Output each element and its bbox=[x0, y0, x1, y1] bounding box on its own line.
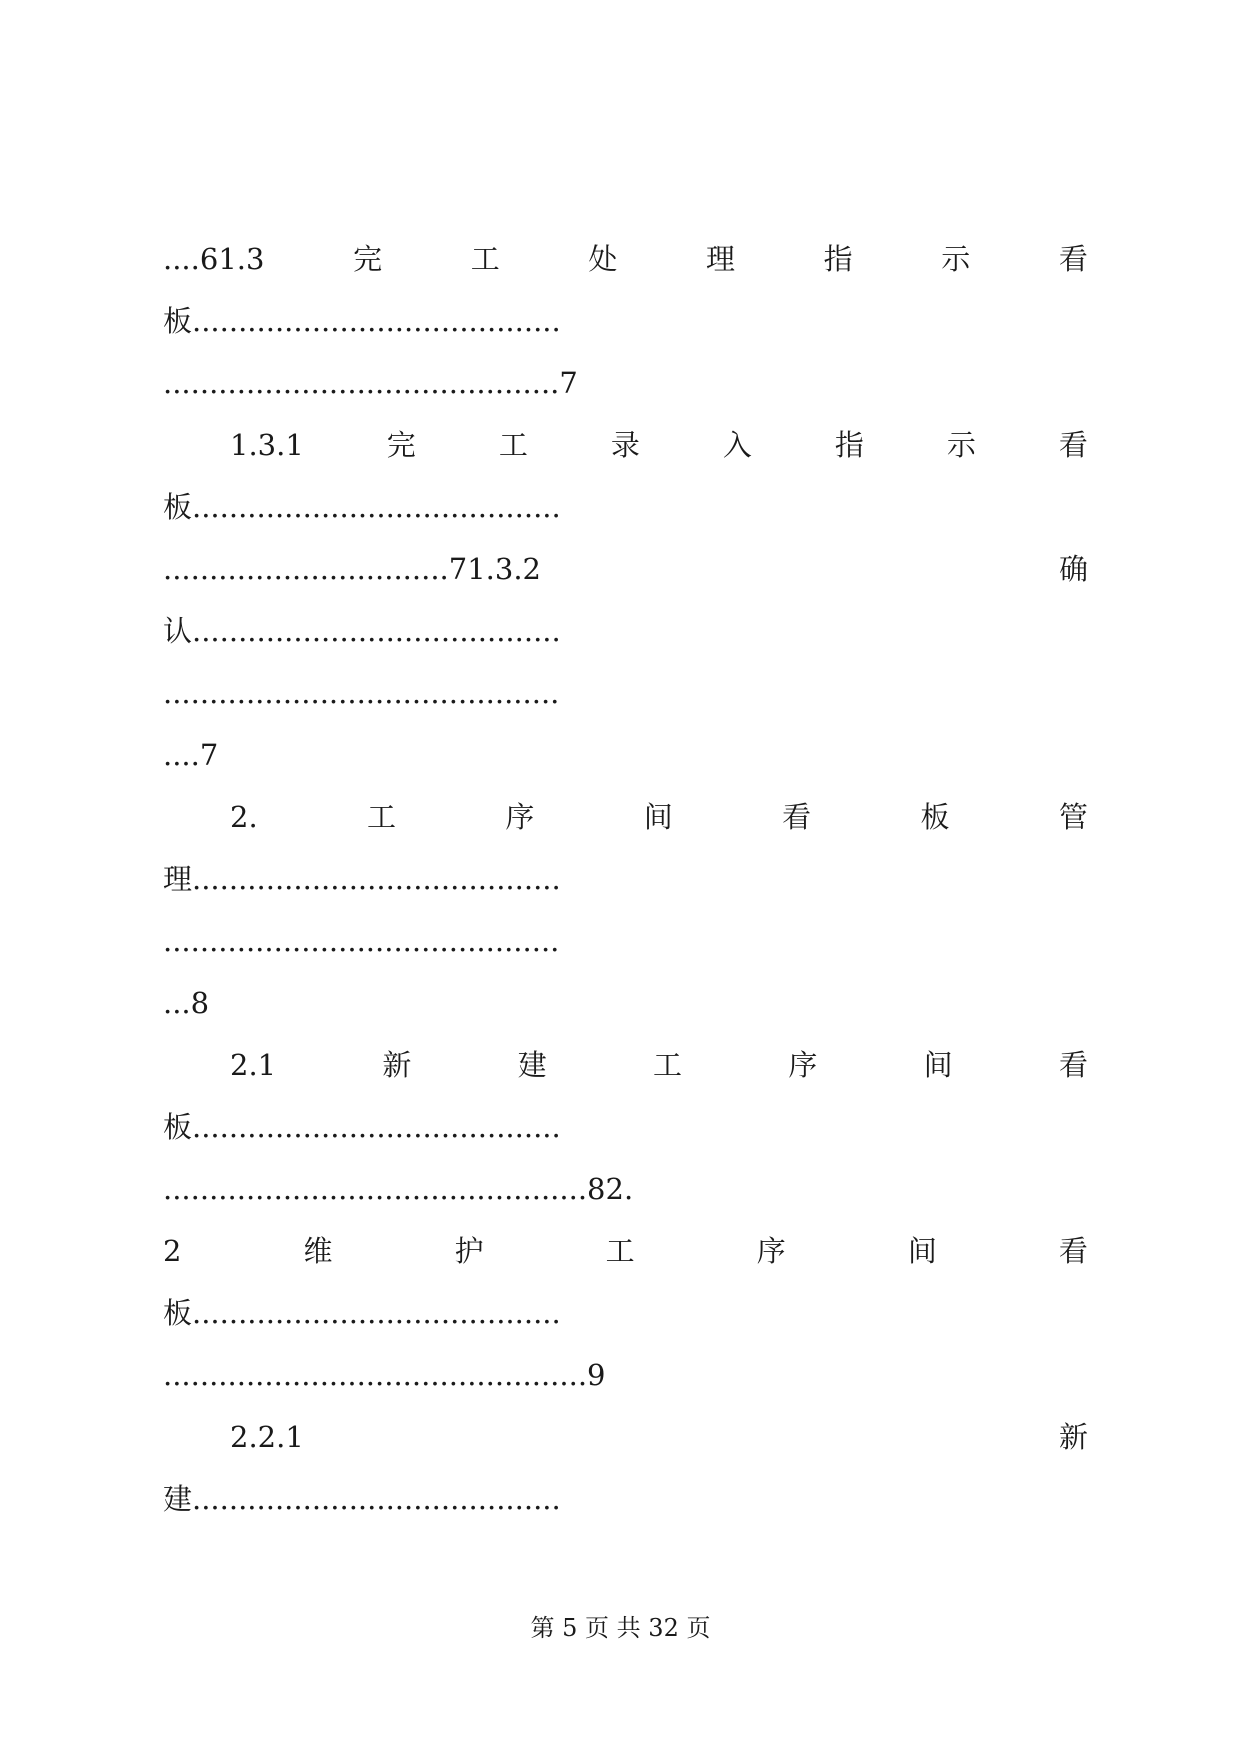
toc-char: 间 bbox=[923, 1048, 953, 1082]
toc-char: 看 bbox=[1058, 428, 1088, 462]
toc-char: 看 bbox=[782, 800, 812, 834]
toc-number: 2 bbox=[163, 1234, 182, 1268]
toc-char: 序 bbox=[756, 1234, 786, 1268]
toc-leader-line: ..............................................9 bbox=[163, 1358, 606, 1392]
toc-char: 板 bbox=[920, 800, 950, 834]
toc-leader-line: 建........................................ bbox=[163, 1482, 561, 1516]
toc-line bbox=[163, 1231, 1088, 1271]
toc-char: 管 bbox=[1058, 800, 1088, 834]
toc-leader-line: ..............................................82. bbox=[163, 1172, 634, 1206]
toc-char: 看 bbox=[1058, 1234, 1088, 1268]
toc-char: 新 bbox=[382, 1048, 412, 1082]
toc-char: 工 bbox=[498, 428, 528, 462]
toc-number: ....61.3 bbox=[163, 242, 265, 276]
toc-char: 序 bbox=[788, 1048, 818, 1082]
toc-char: 录 bbox=[610, 428, 640, 462]
toc-line bbox=[230, 797, 1088, 837]
toc-leader-line: 板........................................ bbox=[163, 1296, 561, 1330]
toc-char: 完 bbox=[353, 242, 383, 276]
toc-line bbox=[230, 1045, 1088, 1085]
toc-char: 工 bbox=[470, 242, 500, 276]
toc-char: 护 bbox=[454, 1234, 484, 1268]
toc-number: 2. bbox=[230, 800, 258, 834]
toc-leader-line: 板........................................ bbox=[163, 304, 561, 338]
page-footer: 第 5 页 共 32 页 bbox=[530, 1614, 711, 1642]
toc-leader-line: ...8 bbox=[163, 986, 210, 1020]
toc-leader-line: 板........................................ bbox=[163, 1110, 561, 1144]
toc-number: 2.2.1 bbox=[230, 1420, 304, 1454]
toc-char: 指 bbox=[823, 242, 853, 276]
toc-leader-number: ...............................71.3.2 bbox=[163, 552, 542, 586]
toc-char: 新 bbox=[1058, 1420, 1088, 1454]
toc-leader-line: ...........................................7 bbox=[163, 366, 578, 400]
toc-leader-line: ........................................... bbox=[163, 924, 560, 958]
toc-char: 确 bbox=[1058, 552, 1088, 586]
toc-char: 维 bbox=[303, 1234, 333, 1268]
toc-line bbox=[230, 425, 1088, 465]
toc-char: 看 bbox=[1058, 1048, 1088, 1082]
toc-char: 示 bbox=[946, 428, 976, 462]
toc-number: 1.3.1 bbox=[230, 428, 304, 462]
toc-char: 工 bbox=[653, 1048, 683, 1082]
toc-line bbox=[163, 549, 1088, 589]
toc-char: 示 bbox=[941, 242, 971, 276]
toc-char: 完 bbox=[386, 428, 416, 462]
toc-char: 理 bbox=[706, 242, 736, 276]
toc-char: 工 bbox=[367, 800, 397, 834]
toc-leader-line: 理........................................ bbox=[163, 862, 561, 896]
toc-char: 建 bbox=[517, 1048, 547, 1082]
toc-char: 间 bbox=[643, 800, 673, 834]
toc-char: 序 bbox=[505, 800, 535, 834]
toc-leader-line: ....7 bbox=[163, 738, 219, 772]
toc-leader-line: ........................................... bbox=[163, 676, 560, 710]
toc-line bbox=[230, 1417, 1088, 1457]
toc-number: 2.1 bbox=[230, 1048, 277, 1082]
toc-char: 指 bbox=[834, 428, 864, 462]
toc-char: 看 bbox=[1058, 242, 1088, 276]
toc-leader-line: 认........................................ bbox=[163, 614, 561, 648]
toc-line bbox=[163, 239, 1088, 279]
toc-char: 入 bbox=[722, 428, 752, 462]
toc-char: 间 bbox=[907, 1234, 937, 1268]
toc-char: 工 bbox=[605, 1234, 635, 1268]
toc-leader-line: 板........................................ bbox=[163, 490, 561, 524]
toc-char: 处 bbox=[588, 242, 618, 276]
